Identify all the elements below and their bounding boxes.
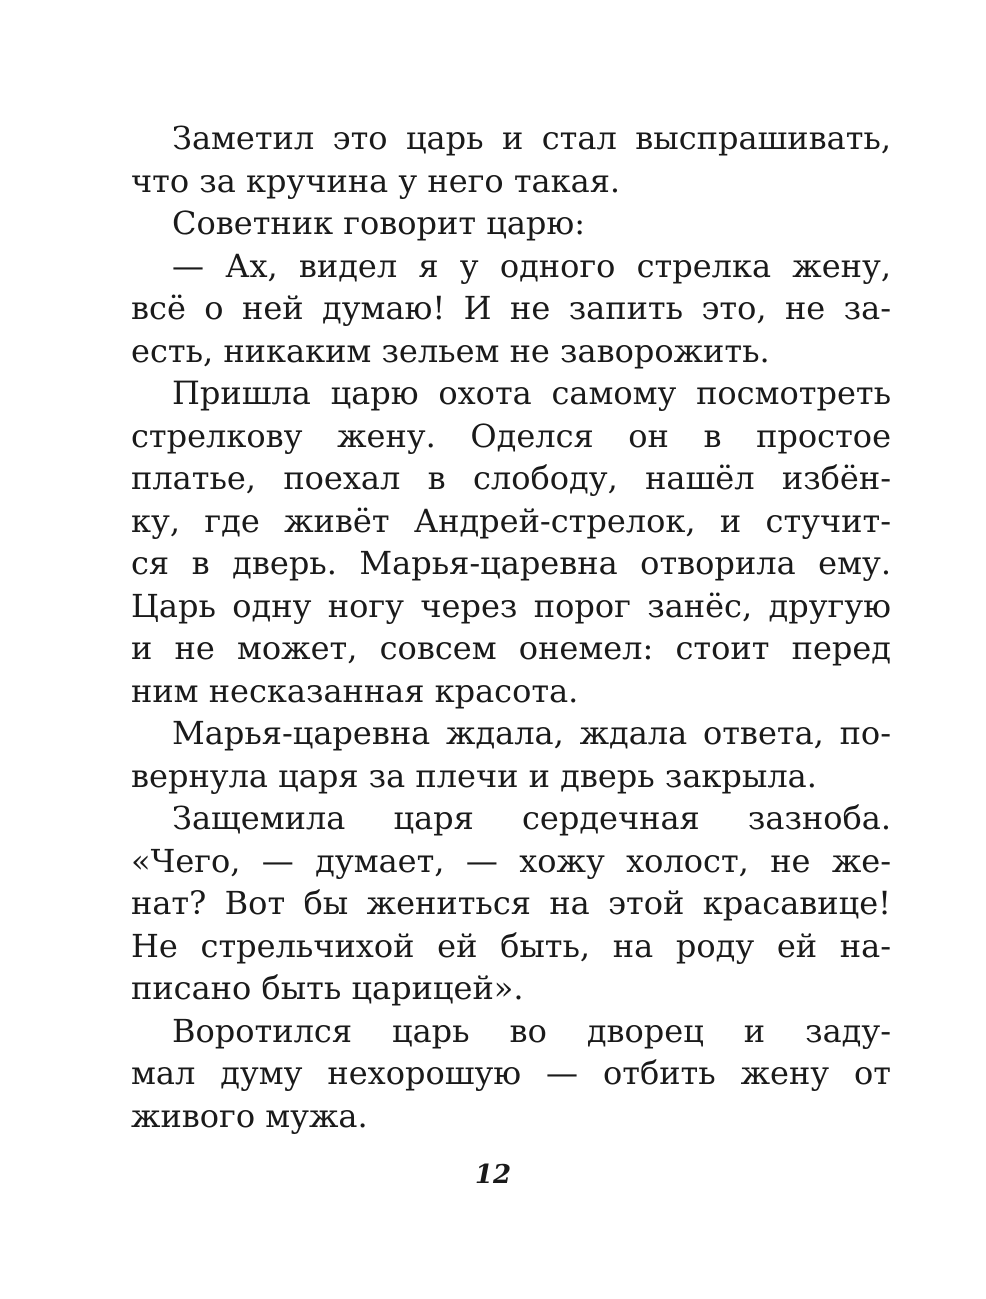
text-line: что за кручина у него такая. xyxy=(131,161,621,200)
text-line: Воротился царь во дворец и заду- xyxy=(172,1011,891,1050)
text-line: «Чего, — думает, — хожу холост, не же- xyxy=(131,841,891,880)
text-line: ку, где живёт Андрей-стрелок, и стучит- xyxy=(131,501,891,540)
text-line: Защемила царя сердечная зазноба. xyxy=(172,799,891,837)
text-line: — Ах, видел я у одного стрелка жену, xyxy=(172,246,891,285)
text-line: Советник говорит царю: xyxy=(172,204,586,242)
text-line: писано быть царицей». xyxy=(131,969,524,1007)
text-line: есть, никаким зельем не заворожить. xyxy=(131,331,770,370)
text-line: платье, поехал в слободу, нашёл избён- xyxy=(131,459,891,497)
text-line: ся в дверь. Марья-царевна отворила ему. xyxy=(131,544,891,582)
text-line: нат? Вот бы жениться на этой красавице! xyxy=(131,884,891,922)
text-line: живого мужа. xyxy=(131,1096,368,1135)
text-line: и не может, совсем онемел: стоит перед xyxy=(131,629,891,667)
text-line: Не стрельчихой ей быть, на роду ей на- xyxy=(131,926,891,965)
text-line: Пришла царю охота самому посмотреть xyxy=(172,374,891,412)
text-line: ним несказанная красота. xyxy=(131,671,579,710)
text-line: вернула царя за плечи и дверь закрыла. xyxy=(131,756,817,795)
text-line: мал думу нехорошую — отбить жену от xyxy=(131,1054,891,1092)
text-line: Царь одну ногу через порог занёс, другую xyxy=(131,586,891,625)
text-line: всё о ней думаю! И не запить это, не за- xyxy=(131,289,891,327)
page-text xyxy=(131,117,891,1137)
text-line: Заметил это царь и стал выспрашивать, xyxy=(172,119,891,157)
page-number: 12 xyxy=(474,1160,512,1190)
text-line: стрелкову жену. Оделся он в простое xyxy=(131,416,891,455)
text-line: Марья-царевна ждала, ждала ответа, по- xyxy=(172,714,891,752)
